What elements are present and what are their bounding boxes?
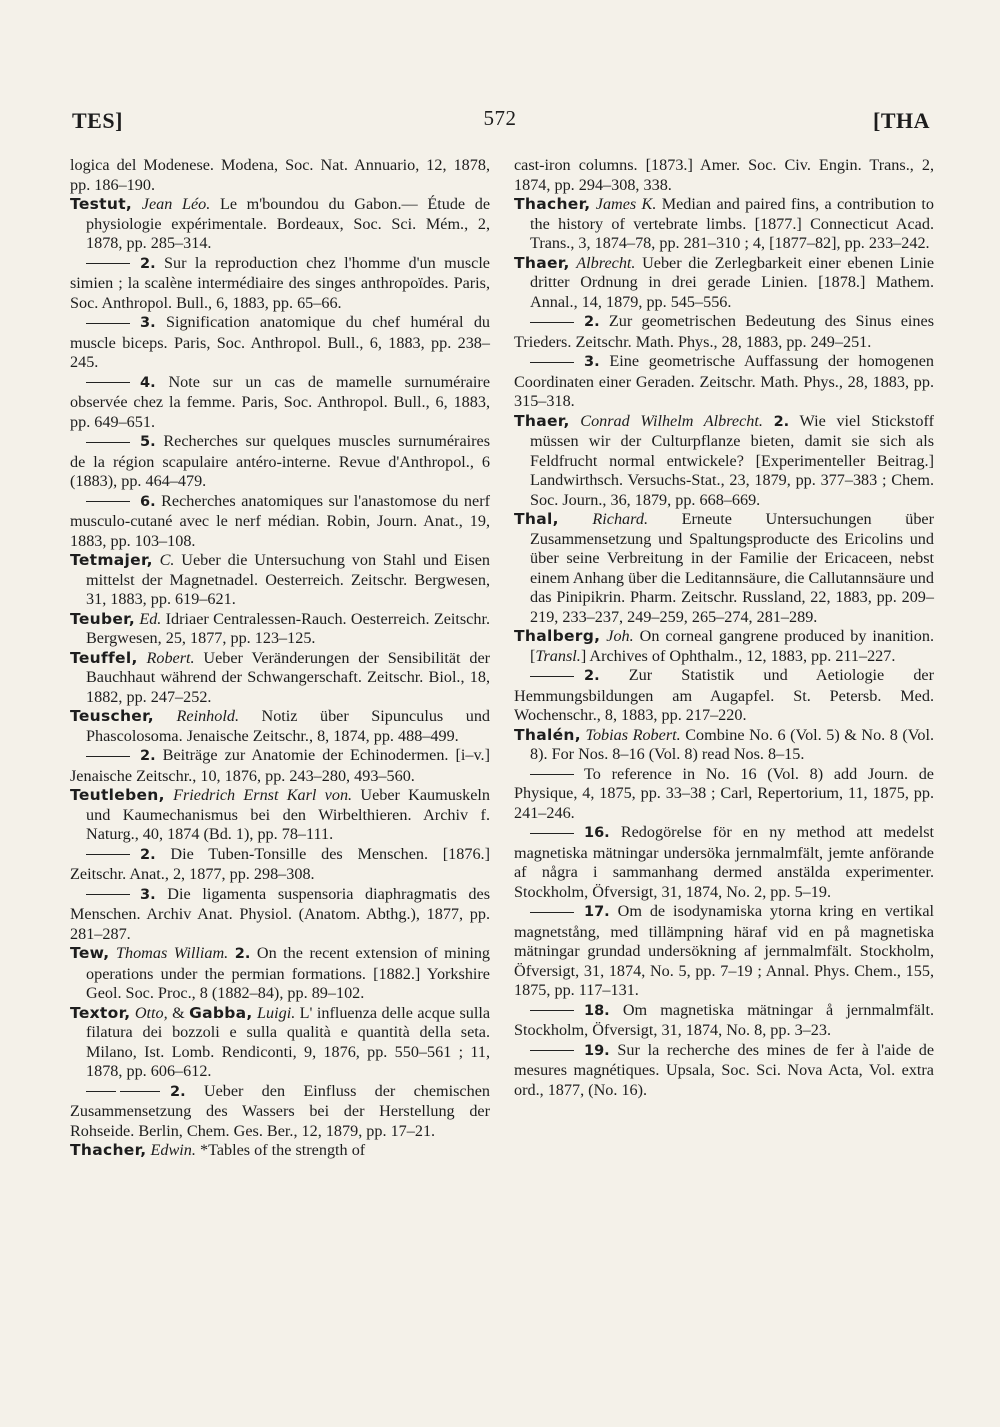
ditto-rule bbox=[86, 501, 130, 502]
author-name: Thaer, bbox=[514, 253, 570, 272]
entry-thaer-albrecht-3 bbox=[514, 352, 934, 412]
author-given: James K. bbox=[595, 195, 657, 213]
author-given: Thomas William. bbox=[115, 944, 229, 962]
author-name: Teuber, bbox=[70, 609, 136, 628]
ditto-rule bbox=[120, 1091, 160, 1092]
author-given: Conrad Wilhelm Albrecht. bbox=[580, 411, 763, 430]
ditto-rule bbox=[86, 894, 130, 895]
author-name: Tetmajer, bbox=[70, 551, 153, 569]
entry-text: Sur la reproduction chez l'homme d'un muscle simien ; la scalène intermédiaire des singes anthropoïdes. Paris, Soc. Anthropol. Bull., 6, 1883, pp. 65–66. bbox=[70, 253, 490, 312]
entry-continuation: cast-iron columns. [1873.] Amer. Soc. Civ. Engin. Trans., 2, 1874, pp. 294–308, 338. bbox=[514, 156, 934, 194]
page-number: 572 bbox=[483, 106, 517, 130]
entry-number: 6. bbox=[140, 493, 156, 510]
author-name: Thal, bbox=[514, 510, 559, 528]
entry-textor-gabba-2 bbox=[70, 1082, 490, 1142]
ditto-rule bbox=[86, 263, 130, 264]
entry-testut-4 bbox=[70, 373, 490, 433]
author-given: Reinhold. bbox=[176, 707, 239, 725]
ditto-rule bbox=[530, 322, 574, 323]
entry-text: Die ligamenta suspensoria diaphragmatis des Menschen. Archiv Anat. Physiol. (Anatom. Abthg.), 1877, pp. 281–287. bbox=[70, 884, 491, 943]
author-name: Thaer, bbox=[514, 411, 570, 430]
ditto-rule bbox=[530, 362, 574, 363]
entry-text: On the recent extension of mining operations under the permian formations. [1882.] Yorkshire Geol. Soc. Proc., 8 (1882–84), pp. 89–102. bbox=[86, 944, 491, 1002]
entry-thalen-19 bbox=[514, 1041, 934, 1101]
entry-text: Die Tuben-Tonsille des Menschen. [1876.] Zeitschr. Anat., 2, 1877, pp. 298–308. bbox=[70, 844, 490, 883]
entry-number: 2. bbox=[234, 946, 251, 962]
entry-text: Combine No. 6 (Vol. 5) & No. 8 (Vol. 8). For Nos. 8–16 (Vol. 8) read Nos. 8–15. bbox=[530, 725, 934, 763]
entry-text: Ueber Kaumuskeln und Kaumechanismus bei den Wirbelthieren. Archiv f. Naturg., 40, 1874 (Bd. 1), pp. 78–111. bbox=[86, 786, 491, 843]
ditto-rule bbox=[530, 833, 574, 834]
entry-text: Note sur un cas de mamelle surnuméraire observée chez la femme. Paris, Soc. Anthropol. Bull., 6, 1883, pp. 649–651. bbox=[70, 372, 491, 431]
entry-thaer-albrecht bbox=[514, 254, 934, 313]
entry-text: Le m'boundou du Gabon.— Étude de physiologie expérimentale. Bordeaux, Soc. Sci. Mém., 2, 1878, pp. 285–314. bbox=[86, 195, 491, 252]
entry-text-italic: Transl. bbox=[535, 646, 581, 665]
ditto-rule bbox=[86, 442, 130, 443]
entry-textor-gabba bbox=[70, 1004, 490, 1082]
ditto-rule bbox=[86, 323, 130, 324]
entry-tetmajer bbox=[70, 551, 490, 610]
entry-continuation: logica del Modenese. Modena, Soc. Nat. Annuario, 12, 1878, pp. 186–190. bbox=[70, 156, 490, 194]
ditto-rule bbox=[530, 1050, 574, 1051]
entry-text: Ueber die Untersuchung von Stahl und Eisen mittelst der Magnetnadel. Oesterreich. Zeitschr. Bergwesen, 31, 1883, pp. 619–621. bbox=[86, 551, 490, 608]
header-right-guide: [THA bbox=[873, 108, 930, 133]
entry-number: 4. bbox=[140, 374, 156, 391]
ditto-rule bbox=[530, 774, 574, 775]
entry-thalberg-2 bbox=[514, 666, 934, 726]
entry-text: Idriaer Centralessen-Rauch. Oesterreich. Zeitschr. Bergwesen, 25, 1877, pp. 123–125. bbox=[86, 609, 491, 647]
author-given: Otto, bbox=[134, 1003, 168, 1022]
entry-text: Recherches sur quelques muscles surnuméraires de la région scapulaire antéro-interne. Revue d'Anthropol., 6 (1883), pp. 464–479. bbox=[70, 432, 491, 490]
entry-testut-3 bbox=[70, 313, 490, 373]
entry-thal bbox=[514, 510, 934, 627]
entry-number: 19. bbox=[584, 1042, 610, 1059]
author-given: Edwin. bbox=[150, 1141, 196, 1159]
entry-teutleben-3 bbox=[70, 885, 490, 945]
entry-text: Beiträge zur Anatomie der Echinodermen. [i–v.] Jenaische Zeitschr., 10, 1876, pp. 243–280, 493–560. bbox=[70, 746, 490, 785]
entry-text: Zur Statistik und Aetiologie der Hemmungsbildungen am Augapfel. St. Petersb. Med. Wochenschr., 8, 1883, pp. 217–220. bbox=[514, 666, 935, 724]
entry-number: 17. bbox=[584, 904, 610, 920]
entry-text: Ueber den Einfluss der chemischen Zusammensetzung des Wassers bei der Herstellung der Rohseide. Berlin, Chem. Ges. Ber., 12, 1879, pp. 17–21. bbox=[70, 1081, 490, 1140]
author-given: Jean Léo. bbox=[141, 195, 211, 213]
entry-thalen-18 bbox=[514, 1001, 934, 1041]
entry-text: Notiz über Sipunculus und Phascolosoma. Jenaische Zeitschr., 8, 1874, pp. 488–499. bbox=[86, 707, 491, 745]
entry-number: 2. bbox=[170, 1083, 186, 1100]
entry-text: Wie viel Stickstoff müssen wir der Culturpflanze bieten, damit sie sich als Feldfrucht normal entwickele? [Experimenteller Beitrag.] Landwirthsch. Versuchs-Stat., 23, 1879, pp. 377–383 ; Chem. Soc. Journ., 36, 1879, pp. 668–669. bbox=[530, 411, 935, 509]
entry-tew bbox=[70, 944, 490, 1004]
left-column bbox=[70, 156, 490, 1161]
entry-teuscher bbox=[70, 707, 490, 746]
entry-number: 18. bbox=[584, 1002, 610, 1019]
entry-text: Zur geometrischen Bedeutung des Sinus eines Trieders. Zeitschr. Math. Phys., 28, 1883, pp. 249–251. bbox=[514, 312, 934, 351]
entry-number: 2. bbox=[140, 846, 156, 863]
entry-text: L' influenza delle acque sulla filatura dei bozzoli e sulla qualità e quantità della seta. Milano, Ist. Lomb. Rendiconti, 9, 1876, pp. 550–561 ; 11, 1878, pp. 606–612. bbox=[86, 1003, 491, 1080]
ditto-rule bbox=[530, 676, 574, 677]
author-name: Thalberg, bbox=[514, 627, 601, 645]
entry-text: Ueber die Zerlegbarkeit einer ebenen Linie dritter Ordnung in drei gerade Linien. [1878.] Mathem. Annal., 14, 1879, pp. 545–556. bbox=[530, 253, 935, 311]
entry-text: Redogörelse för en ny method att medelst magnetiska mätningar undersöka jernmalmfält, jemte anförande af några i sammanhang dermed anstälda experimenter. Stockholm, Öfversigt, 31, 1874, No. 2, pp. 5–19. bbox=[514, 823, 934, 901]
entry-testut-5 bbox=[70, 432, 490, 492]
entry-number: 2. bbox=[584, 668, 600, 684]
entry-number: 3. bbox=[584, 354, 600, 370]
author-given: C. bbox=[159, 551, 175, 569]
author-name: Teuscher, bbox=[70, 707, 154, 725]
author-name: Thacher, bbox=[514, 195, 591, 213]
running-header bbox=[0, 108, 1000, 138]
entry-thaer-conrad bbox=[514, 412, 934, 511]
entry-testut bbox=[70, 195, 490, 254]
entry-text: ] Archives of Ophthalm., 12, 1883, pp. 211–227. bbox=[580, 646, 896, 665]
entry-thalen-ref bbox=[514, 765, 934, 824]
author-given: Friedrich Ernst Karl von. bbox=[173, 786, 353, 804]
coauthor-name: Gabba, bbox=[189, 1003, 253, 1022]
entry-number: 3. bbox=[140, 886, 156, 903]
author-given: Albrecht. bbox=[576, 253, 636, 272]
author-name: Teutleben, bbox=[70, 786, 165, 804]
entry-number: 2. bbox=[140, 255, 156, 272]
entry-testut-2 bbox=[70, 254, 490, 314]
entry-number: 5. bbox=[140, 434, 156, 450]
entry-number: 2. bbox=[584, 314, 600, 330]
entry-thacher-james bbox=[514, 195, 934, 254]
author-given: Robert. bbox=[146, 648, 195, 667]
entry-thaer-albrecht-2 bbox=[514, 312, 934, 352]
entry-teuber bbox=[70, 610, 490, 649]
author-name: Tew, bbox=[70, 944, 110, 962]
header-left-guide: TES] bbox=[72, 108, 123, 133]
entry-thalen bbox=[514, 726, 934, 765]
entry-thalberg bbox=[514, 627, 934, 666]
author-name: Teuffel, bbox=[70, 648, 138, 667]
entry-text: Recherches anatomiques sur l'anastomose du nerf musculo-cutané avec le nerf médian. Robin, Journ. Anat., 19, 1883, pp. 103–108. bbox=[70, 491, 490, 550]
entry-teuscher-2 bbox=[70, 746, 490, 786]
ditto-rule bbox=[530, 1010, 574, 1011]
entry-thalen-17 bbox=[514, 902, 934, 1001]
entry-number: 16. bbox=[584, 825, 610, 841]
entry-testut-6 bbox=[70, 492, 490, 552]
ditto-rule bbox=[86, 854, 130, 855]
ditto-rule bbox=[86, 382, 130, 383]
coauthor-given: Luigi. bbox=[257, 1003, 296, 1022]
author-given: Tobias Robert. bbox=[585, 725, 681, 744]
entry-number: 2. bbox=[140, 748, 156, 764]
entry-text: Sur la recherche des mines de fer à l'aide de mesures magnétiques. Upsala, Soc. Sci. Nova Acta, Vol. extra ord., 1877, (No. 16). bbox=[514, 1040, 935, 1099]
ditto-rule bbox=[86, 756, 130, 757]
entry-text: Ueber Veränderungen der Sensibilität der Bauchhaut während der Schwangerschaft. Zeitschr. Biol., 18, 1882, pp. 247–252. bbox=[86, 648, 491, 706]
author-given: Ed. bbox=[139, 609, 162, 628]
author-name: Thacher, bbox=[70, 1141, 147, 1159]
entry-number: 3. bbox=[140, 315, 156, 331]
entry-teuffel bbox=[70, 649, 490, 708]
entry-text: Eine geometrische Auffassung der homogenen Coordinaten einer Geraden. Zeitschr. Math. Phys., 28, 1883, pp. 315–318. bbox=[514, 352, 934, 410]
entry-text: Median and paired fins, a contribution to the history of vertebrate limbs. [1877.] Connecticut Acad. Trans., 3, 1874–78, pp. 281–310 ; 4, [1877–82], pp. 233–242. bbox=[530, 195, 935, 252]
entry-number: 2. bbox=[773, 413, 790, 430]
entry-text: *Tables of the strength of bbox=[199, 1141, 366, 1159]
ditto-rule bbox=[530, 912, 574, 913]
entry-text: To reference in No. 16 (Vol. 8) add Journ. de Physique, 4, 1875, pp. 33–38 ; Carl, Repertorium, 11, 1875, pp. 241–246. bbox=[514, 764, 934, 822]
author-given: Joh. bbox=[606, 627, 634, 645]
author-given: Richard. bbox=[592, 510, 648, 528]
entry-text: On corneal gangrene produced by inanition. [ bbox=[530, 627, 935, 665]
entry-text: Signification anatomique du chef huméral du muscle biceps. Paris, Soc. Anthropol. Bull., 6, 1883, pp. 238–245. bbox=[70, 313, 491, 371]
entry-thacher-edwin bbox=[70, 1141, 490, 1161]
entry-text: Erneute Untersuchungen über Zusammensetzung und Spaltungsproducte des Ericolins und über seine Verbreitung in der Familie der Ericaceen, nebst einem Anhang über die Leditannsäure, die Callutannsäure und das Pinipikrin. Pharm. Zeitschr. Russland, 22, 1883, pp. 209–219, 233–237, 249–259, 265–274, 281–289. bbox=[530, 510, 935, 626]
author-name: Textor, bbox=[70, 1003, 131, 1022]
entry-thalen-16 bbox=[514, 823, 934, 902]
ditto-rule bbox=[86, 1091, 116, 1092]
entry-text: Om de isodynamiska ytorna kring en vertikal magnetstång, med tillämpning häraf vid en på magnetiska mätningar grundad undersökning af jernmalmfält. Stockholm, Öfversigt, 31, 1874, No. 5, pp. 7–19 ; Annal. Phys. Chem., 155, 1875, pp. 117–131. bbox=[514, 902, 935, 999]
author-name: Thalén, bbox=[514, 725, 581, 744]
entry-teutleben-2 bbox=[70, 845, 490, 885]
right-column bbox=[514, 156, 934, 1100]
entry-text: Om magnetiska mätningar å jernmalmfält. Stockholm, Öfversigt, 31, 1874, No. 8, pp. 3–23. bbox=[514, 1000, 934, 1039]
ampersand: & bbox=[172, 1003, 185, 1022]
author-name: Testut, bbox=[70, 195, 133, 213]
entry-teutleben bbox=[70, 786, 490, 845]
